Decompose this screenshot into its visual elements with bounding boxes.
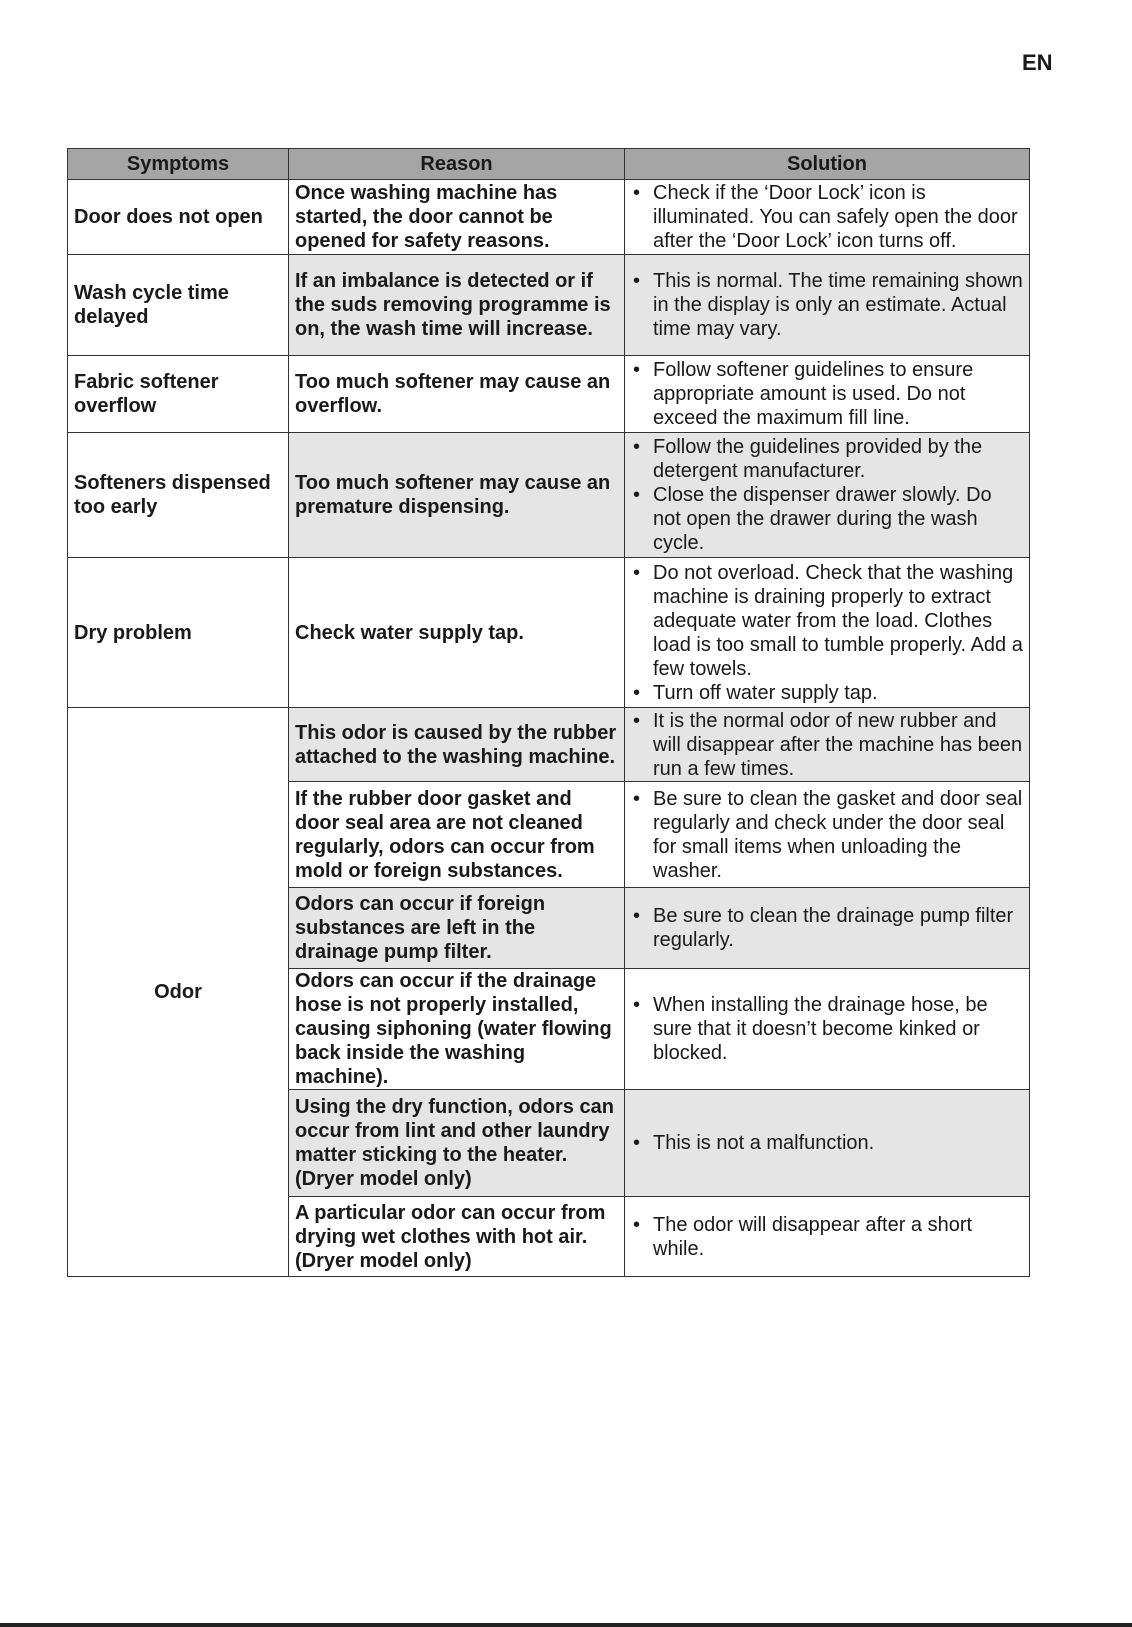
symptom-cell: Fabric softener overflow <box>68 356 289 433</box>
table-row <box>68 180 1030 255</box>
solution-item: • Follow softener guidelines to ensure appropriate amount is used. Do not exceed the maximum fill line. <box>631 358 1023 430</box>
solution-cell <box>625 356 1030 433</box>
solution-cell <box>625 1090 1030 1197</box>
reason-cell: Odors can occur if foreign substances are left in the drainage pump filter. <box>289 888 625 969</box>
solution-item: • This is not a malfunction. <box>631 1131 1023 1155</box>
solution-item: • Follow the guidelines provided by the detergent manufacturer. <box>631 435 1023 483</box>
symptom-cell: Door does not open <box>68 180 289 255</box>
solution-item: • Do not overload. Check that the washing machine is draining properly to extract adequate water from the load. Clothes load is too small to tumble properly. Add a few towels. <box>631 561 1023 681</box>
table-row <box>68 558 1030 708</box>
header-symptoms: Symptoms <box>68 149 289 180</box>
solution-cell <box>625 708 1030 782</box>
reason-cell: Odors can occur if the drainage hose is not properly installed, causing siphoning (water flowing back inside the washing machine). <box>289 969 625 1090</box>
page-bottom-rule <box>0 1623 1132 1627</box>
solution-item: • The odor will disappear after a short while. <box>631 1213 1023 1261</box>
symptom-cell: Dry problem <box>68 558 289 708</box>
table-row <box>68 255 1030 356</box>
solution-item: • Be sure to clean the gasket and door seal regularly and check under the door seal for small items when unloading the washer. <box>631 787 1023 883</box>
table-row <box>68 433 1030 558</box>
table-row <box>68 356 1030 433</box>
solution-item: • Turn off water supply tap. <box>631 681 1023 705</box>
reason-cell: If the rubber door gasket and door seal area are not cleaned regularly, odors can occur from mold or foreign substances. <box>289 782 625 888</box>
language-label: EN <box>1022 50 1053 75</box>
header-solution: Solution <box>625 149 1030 180</box>
troubleshooting-table <box>67 148 1030 1277</box>
solution-cell <box>625 782 1030 888</box>
solution-item: • It is the normal odor of new rubber and will disappear after the machine has been run a few times. <box>631 709 1023 781</box>
reason-cell: Too much softener may cause an overflow. <box>289 356 625 433</box>
solution-item: • Close the dispenser drawer slowly. Do not open the drawer during the wash cycle. <box>631 483 1023 555</box>
symptom-cell-odor: Odor <box>68 708 289 1277</box>
solution-cell <box>625 433 1030 558</box>
solution-item: • Check if the ‘Door Lock’ icon is illuminated. You can safely open the door after the ‘Door Lock’ icon turns off. <box>631 181 1023 253</box>
table-row <box>68 708 1030 782</box>
solution-cell <box>625 180 1030 255</box>
reason-cell: A particular odor can occur from drying wet clothes with hot air. (Dryer model only) <box>289 1197 625 1277</box>
solution-cell <box>625 1197 1030 1277</box>
solution-cell <box>625 969 1030 1090</box>
reason-cell: This odor is caused by the rubber attached to the washing machine. <box>289 708 625 782</box>
symptom-cell: Softeners dispensed too early <box>68 433 289 558</box>
solution-item: • When installing the drainage hose, be sure that it doesn’t become kinked or blocked. <box>631 993 1023 1065</box>
reason-cell: If an imbalance is detected or if the suds removing programme is on, the wash time will increase. <box>289 255 625 356</box>
table-header-row <box>68 149 1030 180</box>
header-reason: Reason <box>289 149 625 180</box>
solution-cell <box>625 255 1030 356</box>
solution-item: • This is normal. The time remaining shown in the display is only an estimate. Actual time may vary. <box>631 269 1023 341</box>
reason-cell: Using the dry function, odors can occur from lint and other laundry matter sticking to the heater. (Dryer model only) <box>289 1090 625 1197</box>
symptom-cell: Wash cycle time delayed <box>68 255 289 356</box>
reason-cell: Once washing machine has started, the door cannot be opened for safety reasons. <box>289 180 625 255</box>
solution-cell <box>625 888 1030 969</box>
solution-item: • Be sure to clean the drainage pump filter regularly. <box>631 904 1023 952</box>
reason-cell: Check water supply tap. <box>289 558 625 708</box>
reason-cell: Too much softener may cause an premature dispensing. <box>289 433 625 558</box>
solution-cell <box>625 558 1030 708</box>
